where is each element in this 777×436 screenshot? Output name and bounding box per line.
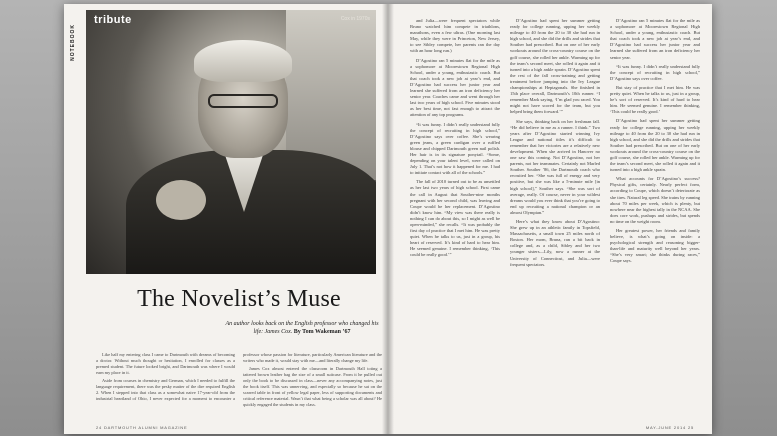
right-paragraph: What accounts for D’Agostino’s success? Physical gifts, certainly. Nearly perfect form, according to Coupe, which doesn’t deteriorate as she tires. Natural leg speed. She trains by running about 70 miles per week, which is plenty, but nowhere near the highest tally in the NCAA. She does core work, pushups and strides, but spends no time on the weight room. — [610, 176, 700, 224]
portrait-photo — [86, 10, 376, 274]
photo-figure-hand — [156, 180, 206, 220]
left-paragraph: Aside from courses in chemistry and German, which I needed to fulfill the language requirement, there was the pesky matter of the dire required English 2. When I stepped into that class as a somewhat naive 17-year-old from the industrial heartland of Ohio, I never expected for a moment to encounter a professor whose passion for literature, particularly American literature and the writers who made it, would stay with me—and literally change my life. — [96, 352, 382, 401]
left-page — [64, 4, 388, 434]
right-paragraph: D’Agostino had spent her summer getting ready for college running, upping her weekly mileage to 40 from the 20 to 30 she had run in high school, and she did the drills and strides that Souther had prescribed. But on one of her early workouts around the cross-country course on the golf course, she rolled her ankle. Warming up for the team’s second meet, she rolled it again and it turned into a high ankle sprain. — [610, 118, 700, 173]
right-paragraph: But stay of practice that I met him. He was pretty quiet. When he talks to us, just in a group, he’s sort of reserved. It’s kind of hard to hear him. He seemed genuine. I remember thinking, ‘This could be really good.’ — [610, 84, 700, 115]
spine-shadow — [382, 4, 394, 434]
photo-caption: Cox in 1970s — [340, 16, 370, 22]
section-label: tribute — [94, 14, 132, 26]
right-article-body — [410, 18, 700, 418]
left-article-body — [96, 352, 382, 408]
right-paragraph: D’Agostino ran 5 minutes flat for the mile as a sophomore at Moorestown Regional High School, under a young, enthusiastic coach. But that coach took a new job at year’s end, and D’Agostino had success her junior year and learned she suffered from an iron deficiency her senior year. Coaches came and went through her last two years of high school. Five minutes stood as her best time, not fast enough to attract the attention of any top programs. — [410, 57, 500, 118]
photo-figure-hair — [194, 40, 292, 82]
magazine-spread — [64, 4, 712, 434]
right-page — [388, 4, 712, 434]
left-paragraph: James Cox almost entered the classroom in Dartmouth Hall toting a tattered brown leather bag the size of a small suitcase. From it he pulled out only the book to be discussed in class—never any accompanying notes, just the book itself. This was unnerving, and especially so because he sat on the scarred table in front of yellow legal paper, less of supporting documents and critical reference material. Wasn’t that what being a scholar was all about? He quickly engaged the students in my class. — [243, 366, 382, 407]
headline: The Novelist’s Muse — [137, 286, 341, 312]
deck — [224, 320, 380, 336]
deck-text: An author looks back on the English professor who changed his life: James Cox. — [225, 321, 379, 335]
right-paragraph: “It was funny. I didn’t really understand fully the concept of recruiting in high school,” D’Agostino says over coffee. She’s wearing green jeans, a green cardigan over a ruffled blouse and chipped Dartmouth green nail polish. Her hair is in its signature ponytail. “Some, depending on your talent level, were called on July 1. That’s not how it happened for me. I had to initiate contact with all of the schools.” — [410, 121, 500, 176]
right-paragraph: “It was funny. I didn’t really understand fully the concept of recruiting in high school,” D’Agostino says over coffee. — [610, 63, 700, 81]
right-paragraph: and Julia—were frequent spectators while Bruno watched him compete in triathlons, marathons, even a few ultras. (One morning last May, while they were in Princeton, New Jersey, to see Sibley compete, her parents ran the day with an hour long run.) — [410, 18, 500, 54]
folio-left: 24 DARTMOUTH ALUMNI MAGAZINE — [96, 425, 188, 430]
right-paragraph: Here’s what they know about D’Agostino: She grew up in an athletic family in Topsfield, Massachusetts, a small town 25 miles north of Boston. Her mom, Bruna, ran a bit back in college and, as a child, Sibley and her two younger sisters—Lily, now a runner at the University of Connecticut, and Julia—were frequent spectators. — [510, 219, 600, 267]
right-paragraph: D’Agostino ran 5 minutes flat for the mile as a sophomore at Moorestown Regional High School, under a young, enthusiastic coach. But that coach took a new job at year’s end, and D’Agostino had success her junior year and learned she suffered from an iron deficiency her senior year. — [610, 18, 700, 60]
right-paragraph: D’Agostino had spent her summer getting ready for college running, upping her weekly mileage to 40 from the 20 to 30 she had run in high school, and she did the drills and strides that Souther had prescribed. But on one of her early workouts around the cross-country course on the golf course, she rolled her ankle. Warming up for the team’s second meet, she rolled it again and it turned into a high ankle sprain. D’Agostino spent the rest of the fall cross-training and getting treatment before jumping into the Ivy League championships at Heptagonals. She finished in 15th place overall, Dartmouth’s 10th runner. “I remember Mark saying, ‘I’m glad you raced. You might not have scored for the team, but you helped bring them forward.’” — [510, 18, 600, 115]
right-paragraph: She says, thinking back on her freshman fall. “He did believe in me as a runner. I think.” Two years after D’Agostino started winning Ivy League and national titles it’s difficult to remember that her victories are a relatively new development. When she arrived in Hanover no one saw this coming. Not D’Agostino, not her parents, not her teammates. Certainly not Marled Souther. Souther ’86, the Dartmouth coach who recruited her. “She was full of energy and very positive, but she was like a 5-minute mile [in high school],” Souther says. “She was sort of average, really. Of course, never in your wildest dreams would you ever think that you’re going to end up recruiting a national champion or an almost Olympian.” — [510, 118, 600, 215]
section-tag: NOTEBOOK — [70, 24, 76, 61]
folio-right: MAY-JUNE 2014 25 — [645, 425, 694, 430]
byline: By Tom Wakeman ’67 — [293, 329, 351, 335]
left-paragraph: Like half my entering class I came to Dartmouth with dreams of becoming a doctor. Without much thought or hesitation, I enrolled for classes as a premed student. The future looked bright, and Dartmouth was where I would earn my place in it. — [96, 352, 235, 375]
photo-figure-glasses — [208, 94, 278, 108]
right-paragraph: The fall of 2010 turned out to be as unsettled as her last two years of high school. First came the call in August that Souther-nine months pregnant with her second child, was leaving and Coupe would be her replacement. D’Agostino didn’t know him. “My view was there really is nothing I can do about this, so I might as well be open-minded,” she recalls. “It was probably the first day of practice that I met him. He was pretty quiet. When he talks to us, just in a group, his heart of reserved. It’s kind of hard to hear him. He seemed genuine. I remember thinking, ‘This could be really good.’” — [410, 179, 500, 258]
right-paragraph: Her greatest power, her friends and family believe, is what’s going on inside: a psychological strength and reasoning bigger-than-life and maturity well beyond her years. “She’s very smart; she thinks during races,” Coupe says. — [610, 228, 700, 264]
